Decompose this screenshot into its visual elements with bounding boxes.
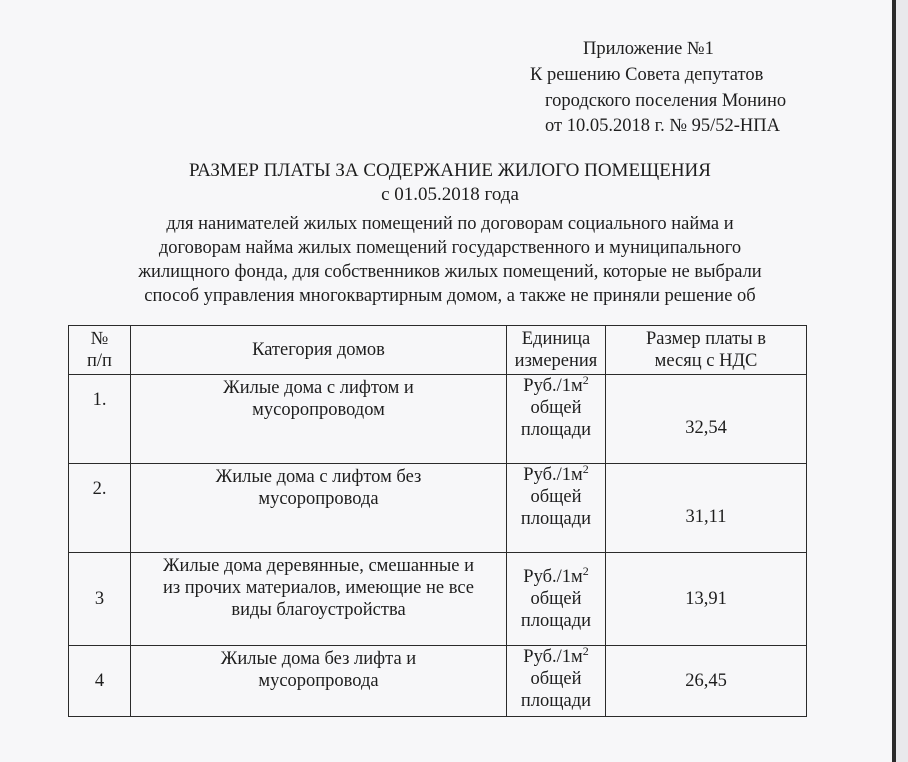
unit-superscript: 2 [582, 461, 589, 476]
row-unit-line-3: площади [520, 509, 592, 529]
row-unit-line-2: общей [530, 398, 582, 418]
header-fee-line-1: Размер платы в [645, 329, 767, 349]
intro-line-1: для нанимателей жилых помещений по договорам социального найма и [166, 214, 734, 234]
row-category [131, 553, 507, 646]
row-number: 4 [69, 646, 131, 717]
intro-line-3: жилищного фонда, для собственников жилых помещений, которые не выбрали [138, 262, 762, 282]
annex-date-number: от 10.05.2018 г. № 95/52-НПА [545, 116, 780, 136]
row-unit-line-3: площади [520, 611, 592, 631]
row-unit-line-3: площади [520, 420, 592, 440]
unit-rubles-per-m: Руб./1м [523, 647, 583, 667]
intro-line-2: договорам найма жилых помещений государственного и муниципального [158, 238, 742, 258]
table-row [69, 646, 807, 717]
header-unit-line-2: измерения [514, 351, 598, 371]
row-unit-line-3: площади [520, 691, 592, 711]
row-unit [507, 372, 606, 464]
row-unit-line-1 [509, 372, 603, 397]
fee-table [68, 325, 807, 717]
header-unit-line-1: Единица [521, 329, 591, 349]
header-unit [507, 326, 606, 375]
row-category-line-2: из прочих материалов, имеющие не все [162, 578, 475, 598]
row-category-line-2: мусоропровода [258, 489, 379, 509]
row-unit-line-2: общей [530, 487, 582, 507]
annex-council-decision: К решению Совета депутатов [530, 65, 764, 85]
row-unit-line-1 [509, 643, 603, 668]
unit-superscript: 2 [582, 563, 589, 578]
row-unit-line-2: общей [530, 669, 582, 689]
row-unit-line-1 [509, 563, 603, 588]
annex-number: Приложение №1 [583, 39, 714, 59]
annex-settlement: городского поселения Монино [545, 91, 787, 111]
header-fee-line-2: месяц с НДС [654, 351, 758, 371]
row-category [131, 646, 507, 717]
header-number-abbrev: п/п [87, 351, 112, 371]
row-unit [507, 553, 606, 646]
row-category-line-1: Жилые дома деревянные, смешанные и [162, 556, 475, 576]
row-unit [507, 461, 606, 553]
row-category-line-1: Жилые дома с лифтом без [215, 467, 422, 487]
row-category-line-1: Жилые дома с лифтом и [223, 378, 414, 398]
unit-rubles-per-m: Руб./1м [523, 376, 583, 396]
header-category: Категория домов [131, 326, 507, 375]
row-category-line-2: мусоропроводом [252, 400, 385, 420]
header-number-symbol: № [90, 329, 109, 349]
header-number [69, 326, 131, 375]
unit-rubles-per-m: Руб./1м [523, 465, 583, 485]
row-number: 2. [69, 464, 131, 553]
row-fee: 13,91 [606, 553, 807, 646]
row-unit [507, 643, 606, 717]
header-fee [606, 326, 807, 375]
row-number: 1. [69, 375, 131, 464]
unit-rubles-per-m: Руб./1м [523, 567, 583, 587]
intro-line-4: способ управления многоквартирным домом, а также не приняли решение об [144, 286, 756, 306]
row-category-line-3: виды благоустройства [231, 600, 406, 620]
table-row [69, 553, 807, 646]
row-unit-line-1 [509, 461, 603, 486]
row-category-line-1: Жилые дома без лифта и [220, 649, 417, 669]
table-row [69, 375, 807, 464]
row-fee: 26,45 [606, 646, 807, 717]
row-category [131, 375, 507, 464]
row-fee: 32,54 [606, 375, 807, 464]
document-title: РАЗМЕР ПЛАТЫ ЗА СОДЕРЖАНИЕ ЖИЛОГО ПОМЕЩЕНИЯ [189, 160, 711, 181]
row-fee: 31,11 [606, 464, 807, 553]
table-row [69, 464, 807, 553]
scan-background [896, 0, 908, 762]
table-header-row [69, 326, 807, 375]
row-category [131, 464, 507, 553]
row-unit-line-2: общей [530, 589, 582, 609]
row-number: 3 [69, 553, 131, 646]
document-effective-date: с 01.05.2018 года [381, 184, 519, 205]
row-category-line-2: мусоропровода [258, 671, 379, 691]
unit-superscript: 2 [582, 372, 589, 387]
unit-superscript: 2 [582, 643, 589, 658]
